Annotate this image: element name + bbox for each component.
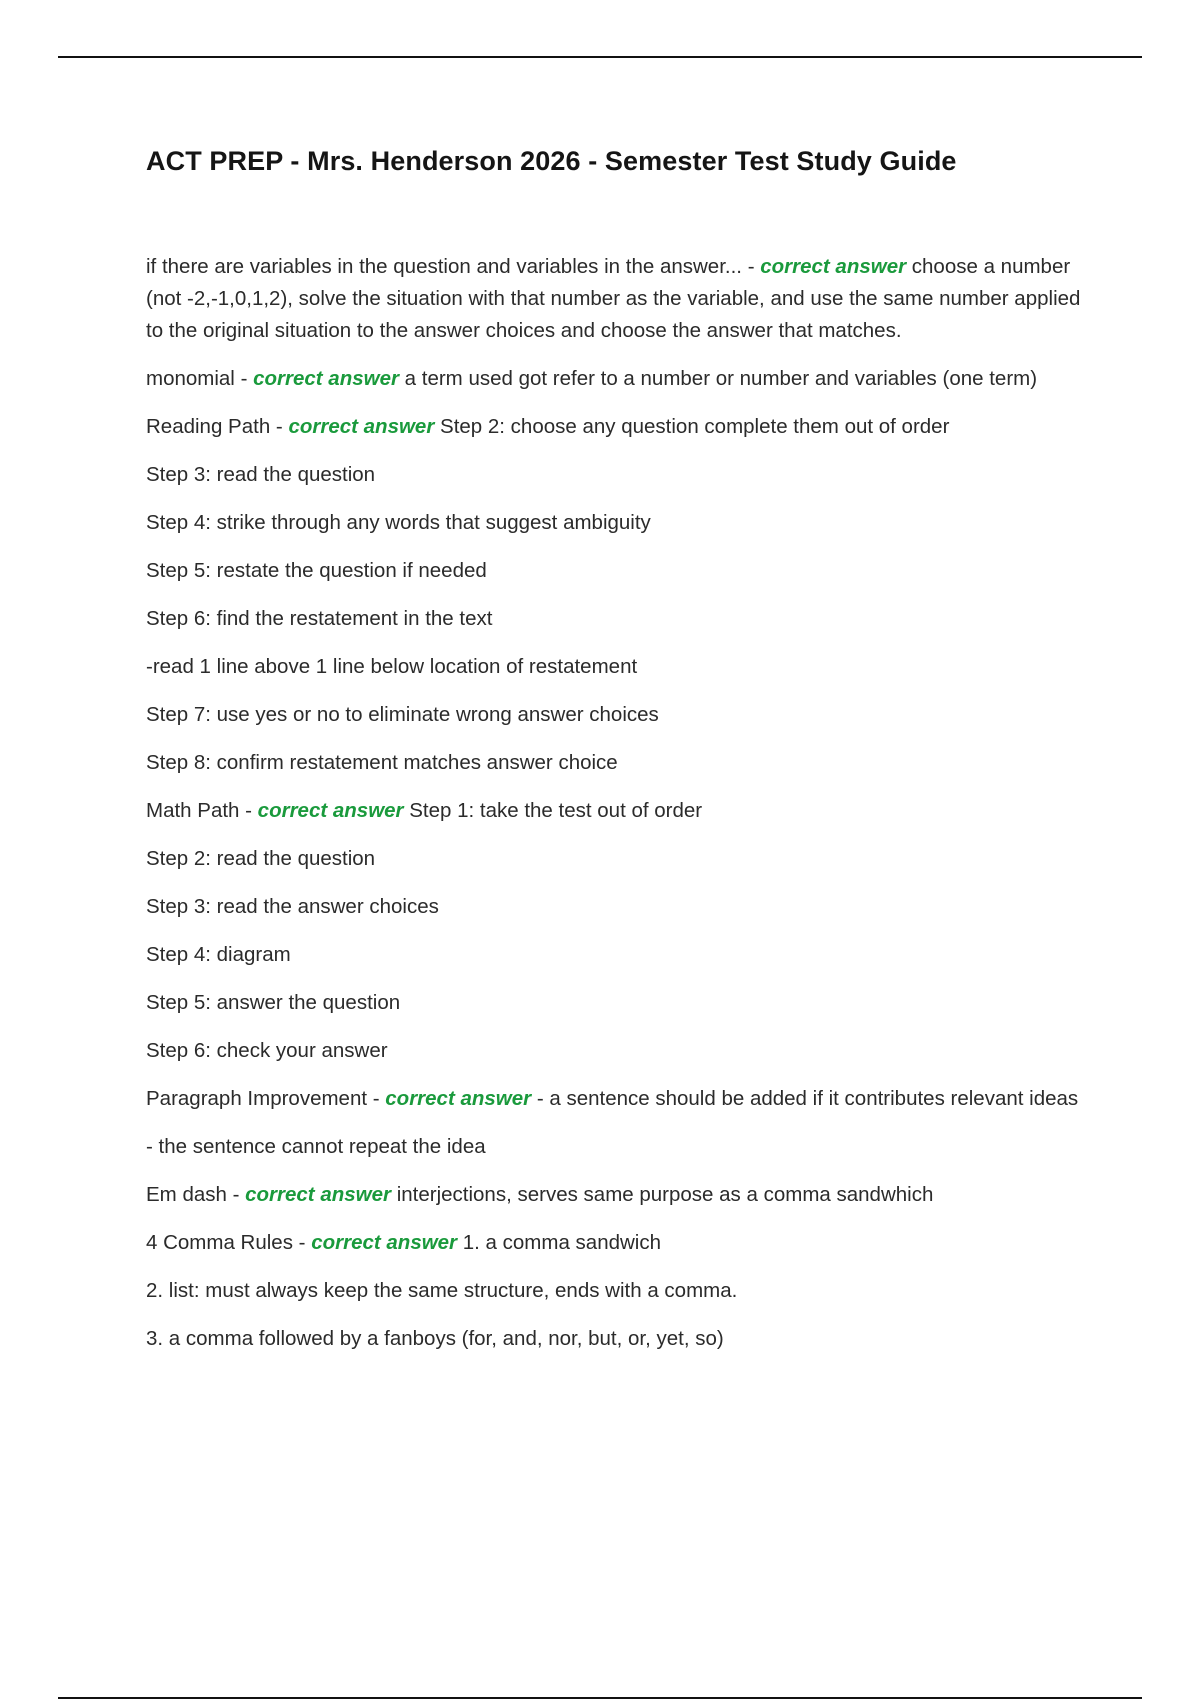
qa-entry: [146, 251, 1092, 347]
separator: -: [531, 1087, 550, 1110]
separator: -: [292, 1231, 312, 1254]
term: if there are variables in the question and variables in the answer...: [146, 255, 742, 278]
separator: -: [270, 415, 289, 438]
separator: -: [239, 799, 258, 822]
text-line: Step 6: find the restatement in the text: [146, 607, 493, 630]
answer: interjections, serves same purpose as a comma sandwhich: [396, 1183, 934, 1206]
separator: -: [367, 1087, 386, 1110]
text-line: Step 3: read the question: [146, 463, 376, 486]
answer: Step 1: take the test out of order: [409, 799, 703, 822]
correct-answer-label: correct answer: [288, 415, 435, 438]
term: Paragraph Improvement: [146, 1087, 368, 1110]
qa-entry: [146, 411, 1092, 443]
text-line: Step 7: use yes or no to eliminate wrong answer choices: [146, 703, 659, 726]
text-line: Step 6: check your answer: [146, 1039, 388, 1062]
header-rule: [58, 56, 1142, 58]
text-line: 2. list: must always keep the same structure, ends with a comma.: [146, 1279, 738, 1302]
text-line: 3. a comma followed by a fanboys (for, and, nor, but, or, yet, so): [146, 1327, 724, 1350]
text-line: Step 3: read the answer choices: [146, 895, 439, 918]
correct-answer-label: correct answer: [257, 799, 404, 822]
term: 4 Comma Rules: [146, 1231, 293, 1254]
correct-answer-label: correct answer: [311, 1231, 458, 1254]
separator: -: [742, 255, 761, 278]
answer: a term used got refer to a number or number and variables (one term): [404, 367, 1038, 390]
answer: Step 2: choose any question complete them out of order: [440, 415, 950, 438]
text-line: Step 4: strike through any words that suggest ambiguity: [146, 511, 651, 534]
term: monomial: [146, 367, 235, 390]
page-title: ACT PREP - Mrs. Henderson 2026 - Semester Test Study Guide: [146, 146, 957, 176]
text-line: -read 1 line above 1 line below location of restatement: [146, 655, 638, 678]
footer-rule: [58, 1697, 1142, 1699]
qa-entry: [146, 795, 1092, 827]
term: Reading Path: [146, 415, 271, 438]
separator: -: [226, 1183, 246, 1206]
qa-entry: [146, 363, 1092, 395]
text-line: Step 5: answer the question: [146, 991, 401, 1014]
answer: choose a number (not -2,-1,0,1,2), solve the situation with that number as the variable, and use the same number applied to the original situation to the answer choices and choose the answer that matches.: [146, 255, 1081, 342]
text-line: Step 4: diagram: [146, 943, 291, 966]
term: Em dash: [146, 1183, 227, 1206]
text-line: Step 5: restate the question if needed: [146, 559, 487, 582]
qa-entry: [146, 1083, 1092, 1115]
correct-answer-label: correct answer: [253, 367, 399, 390]
answer: 1. a comma sandwich: [462, 1231, 662, 1254]
study-guide-content: [146, 251, 1092, 1371]
qa-entry: [146, 1179, 1092, 1211]
qa-entry: [146, 1227, 1092, 1259]
answer: a sentence should be added if it contributes relevant ideas: [549, 1087, 1079, 1110]
correct-answer-label: correct answer: [760, 255, 907, 278]
text-line: Step 2: read the question: [146, 847, 376, 870]
text-line: - the sentence cannot repeat the idea: [146, 1135, 486, 1158]
correct-answer-label: correct answer: [385, 1087, 532, 1110]
term: Math Path: [146, 799, 240, 822]
separator: -: [234, 367, 254, 390]
text-line: Step 8: confirm restatement matches answer choice: [146, 751, 618, 774]
correct-answer-label: correct answer: [245, 1183, 391, 1206]
